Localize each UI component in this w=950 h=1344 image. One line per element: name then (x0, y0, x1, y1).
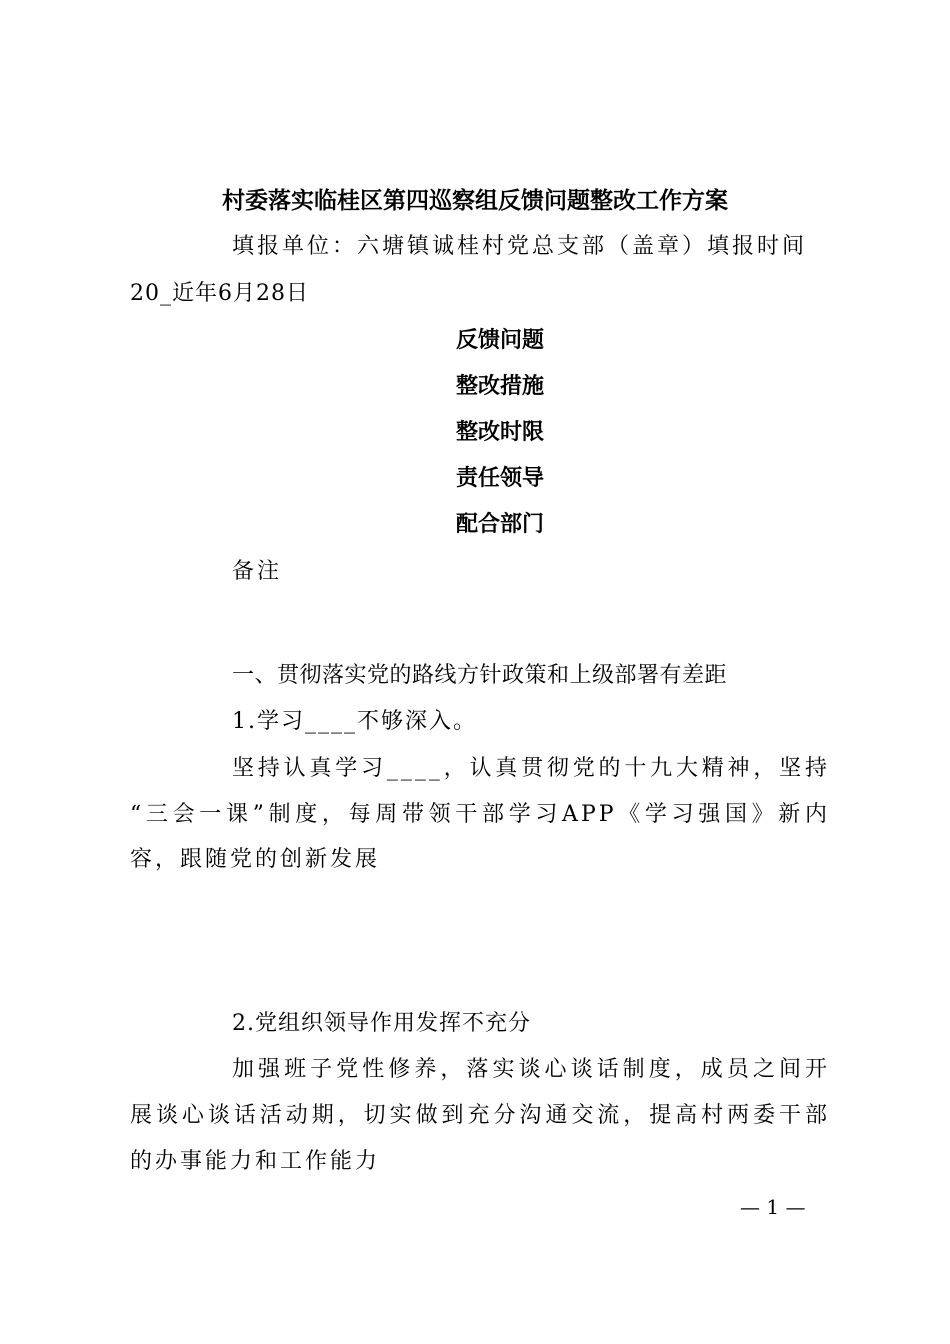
column-responsible-leader: 责任领导 (456, 465, 545, 491)
item2-body-line2: 展谈心谈话活动期，切实做到充分沟通交流，提高村两委干部 (130, 1103, 830, 1128)
fill-date-line: 20_近年6月28日 (130, 281, 309, 306)
item1-body-line2: “三会一课”制度，每周带领干部学习APP《学习强国》新内 (130, 802, 830, 827)
section-heading: 一、贯彻落实党的路线方针政策和上级部署有差距 (232, 663, 728, 688)
item2-title: 2.党组织领导作用发挥不充分 (232, 1011, 531, 1036)
document-title: 村委落实临桂区第四巡察组反馈问题整改工作方案 (222, 187, 728, 214)
item1-body-line3: 容，跟随党的创新发展 (130, 847, 381, 872)
item2-body-line3: 的办事能力和工作能力 (130, 1149, 381, 1174)
remark-label: 备注 (232, 559, 283, 584)
item1-body-line1: 坚持认真学习____，认真贯彻党的十九大精神，坚持 (232, 756, 830, 781)
item1-title: 1.学习____不够深入。 (232, 709, 477, 734)
page-number: — 1 — (740, 1195, 806, 1219)
column-rectification-measures: 整改措施 (456, 373, 545, 399)
fill-unit-line: 填报单位：六塘镇诚桂村党总支部（盖章）填报时间 (232, 234, 808, 259)
column-feedback-issue: 反馈问题 (456, 327, 545, 353)
item2-body-line1: 加强班子党性修养，落实谈心谈话制度，成员之间开 (232, 1057, 830, 1082)
column-rectification-deadline: 整改时限 (456, 419, 545, 445)
column-cooperating-department: 配合部门 (456, 511, 545, 537)
